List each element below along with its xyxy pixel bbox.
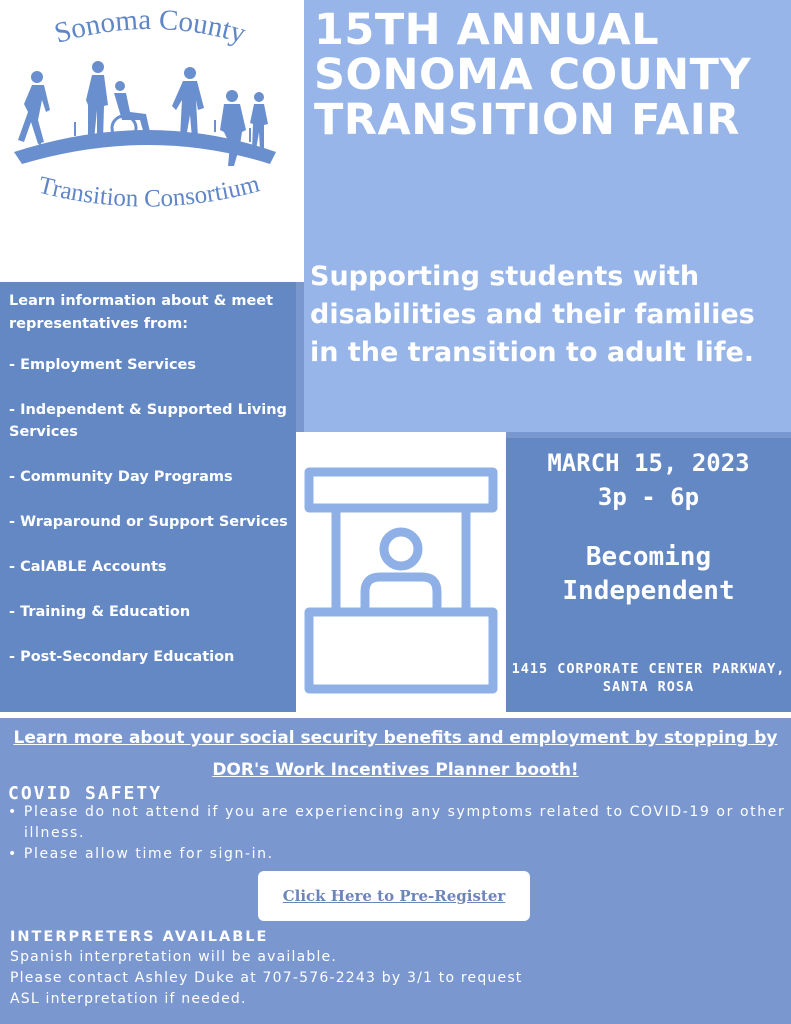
title-panel	[304, 0, 791, 432]
consortium-logo	[0, 0, 304, 282]
event-details-panel	[506, 438, 791, 712]
interpreters-line: Please contact Ashley Duke at 707-576-2243 by 3/1 to request	[10, 970, 523, 986]
interpreters-line: ASL interpretation if needed.	[10, 991, 247, 1007]
consortium-logo-graphic	[0, 0, 304, 282]
list-item: - Wraparound or Support Services	[9, 514, 288, 530]
list-item: - Community Day Programs	[9, 469, 233, 485]
booth-icon	[296, 432, 506, 712]
event-time: 3p - 6p	[597, 483, 700, 511]
interpreters-heading: INTERPRETERS AVAILABLE	[10, 929, 269, 945]
list-item: • Please allow time for sign-in.	[8, 844, 788, 865]
info-panel	[0, 282, 296, 712]
event-date: MARCH 15, 2023	[547, 449, 750, 477]
list-item: - CalABLE Accounts	[9, 559, 167, 575]
event-subtitle: Supporting students with disabilities and their families in the transition to adult life.	[310, 261, 755, 368]
services-list	[9, 354, 291, 691]
covid-list	[8, 802, 788, 865]
logo-top-text: Sonoma County	[50, 3, 250, 50]
event-title: 15TH ANNUAL SONOMA COUNTY TRANSITION FAIR	[314, 5, 752, 145]
covid-heading: COVID SAFETY	[8, 783, 163, 804]
logo-bottom-text: Transition Consortium	[35, 170, 263, 213]
list-item: - Employment Services	[9, 357, 196, 373]
list-item: - Independent & Supported Living Services	[9, 402, 287, 440]
booth-illustration	[296, 432, 506, 712]
list-item: - Post-Secondary Education	[9, 649, 235, 665]
social-security-link[interactable]: Learn more about your social security benefits and employment by stopping by DOR's Work Incentives Planner booth!	[13, 728, 778, 780]
list-item: - Training & Education	[9, 604, 191, 620]
interpreters-line: Spanish interpretation will be available.	[10, 949, 337, 965]
event-address: 1415 CORPORATE CENTER PARKWAY, SANTA ROSA	[511, 661, 786, 695]
pre-register-button[interactable]: Click Here to Pre-Register	[258, 871, 530, 921]
info-intro: Learn information about & meet representatives from:	[9, 293, 274, 332]
event-venue: Becoming Independent	[562, 542, 735, 606]
list-item: • Please do not attend if you are experiencing any symptoms related to COVID-19 or other illness.	[8, 802, 788, 844]
interpreters-info	[10, 947, 780, 1010]
divider	[0, 712, 791, 718]
